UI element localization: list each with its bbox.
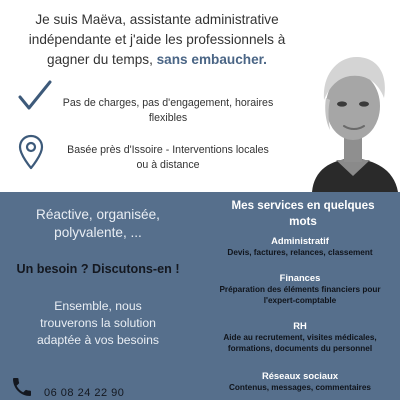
services-title-line-2: mots [289,215,317,228]
service-heading: RH [293,320,307,331]
service-description-line-2: formations, documents du personnel [227,344,373,353]
phone-number[interactable]: 06 08 24 22 90 [44,387,125,399]
together-line-3: adaptée à vos besoins [37,333,159,347]
feature-2-line-2: ou à distance [136,159,200,171]
together-line-2: trouverons la solution [40,316,156,330]
services-title-line-1: Mes services en quelques [231,199,375,212]
phone-icon [10,375,34,399]
service-description-line-1: Aide au recrutement, visites médicales, [223,333,377,342]
feature-no-charges [50,96,286,126]
service-reseaux-sociaux [200,370,400,393]
service-description-line-1: Devis, factures, relances, classement [227,248,373,257]
together-text [0,298,196,349]
checkmark-icon [18,80,52,112]
qualities-line-2: polyvalente, ... [54,225,142,240]
intro-line-3 [12,50,302,70]
intro-highlight: sans embaucher. [156,52,267,67]
feature-location [50,143,286,173]
portrait-photo [306,48,400,192]
feature-1-line-1: Pas de charges, pas d'engagement, horaires [62,97,274,109]
service-heading: Réseaux sociaux [261,370,339,381]
service-rh [200,320,400,354]
intro-line-1: Je suis Maëva, assistante administrative [35,12,279,27]
feature-1-line-2: flexibles [148,112,188,124]
service-heading: Finances [279,272,321,283]
service-description-line-1: Contenus, messages, commentaires [229,383,371,392]
qualities-line-1: Réactive, organisée, [36,207,160,222]
location-pin-icon [18,134,44,170]
service-description-line-1: Préparation des éléments financiers pour [219,285,381,294]
qualities-text [0,206,196,242]
cta-text: Un besoin ? Discutons-en ! [16,262,180,276]
service-administratif [200,235,400,258]
intro-line-3-prefix: gagner du temps, [47,52,157,67]
intro-text [12,10,302,70]
intro-line-2: indépendante et j'aide les professionnels à [28,32,286,47]
service-description-line-2: l'expert-comptable [263,296,337,305]
together-line-1: Ensemble, nous [54,299,142,313]
services-title [218,198,388,230]
feature-2-line-1: Basée près d'Issoire - Interventions locales [67,144,269,156]
service-heading: Administratif [271,235,329,246]
service-finances [200,272,400,306]
